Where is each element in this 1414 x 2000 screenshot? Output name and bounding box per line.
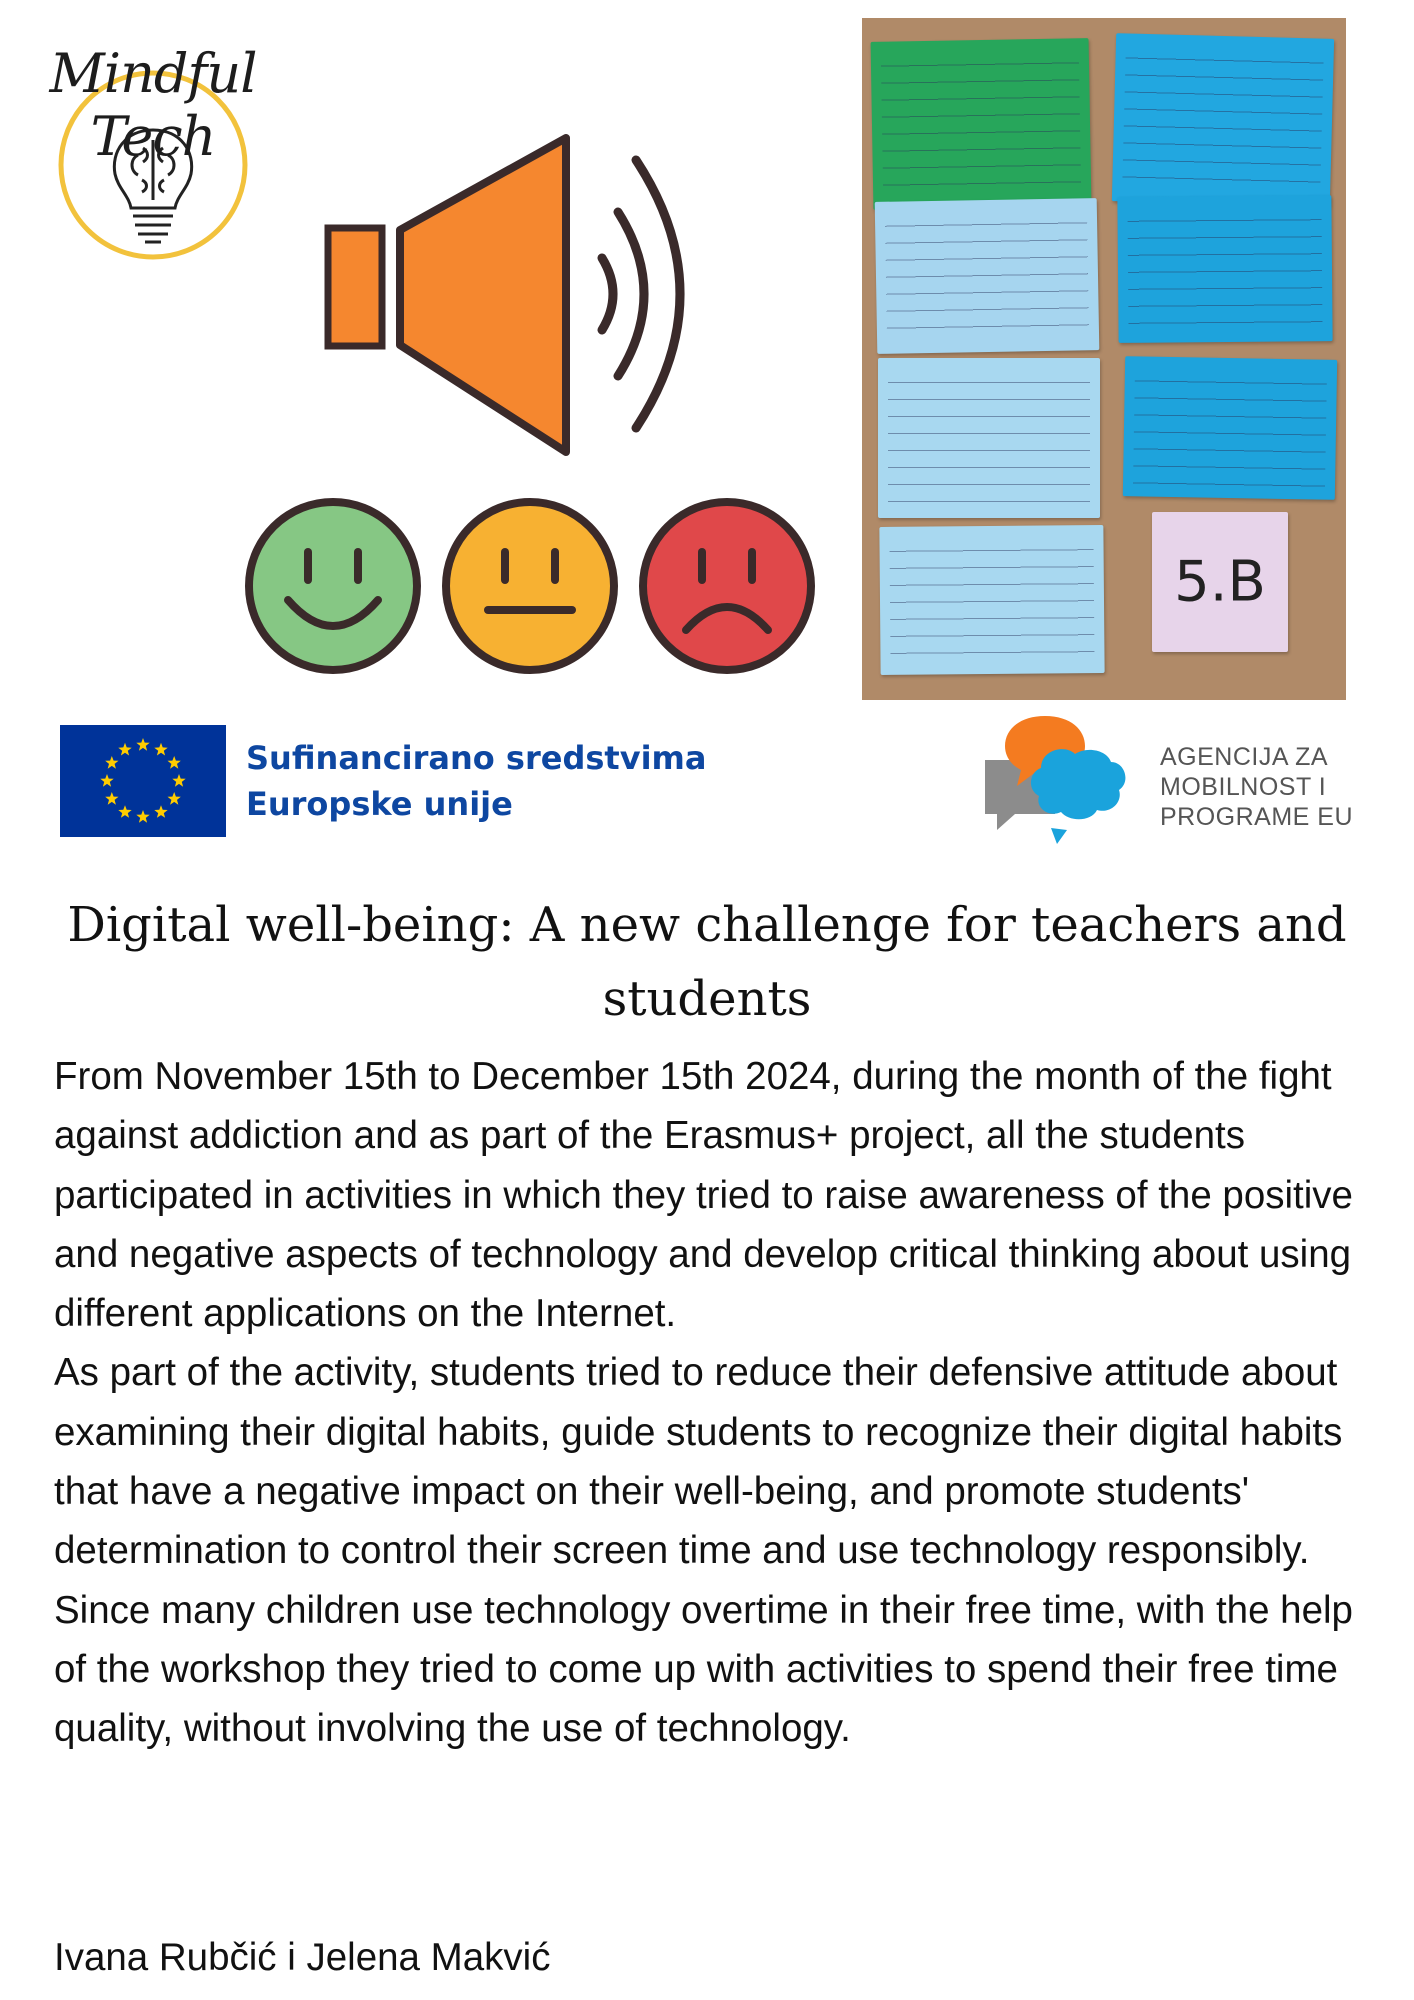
mood-faces bbox=[240, 490, 820, 690]
speaker-volume-icon bbox=[320, 130, 740, 460]
note-blue bbox=[1123, 356, 1337, 500]
note-blue bbox=[1117, 195, 1332, 343]
article-body bbox=[54, 1047, 1374, 1759]
eu-star-icon bbox=[118, 805, 131, 818]
agency-line2: MOBILNOST I bbox=[1160, 773, 1327, 801]
paragraph-2: As part of the activity, students tried to reduce their defensive attitude about examining their digital habits, guide students to recognize their digital habits that have a negative impact on their well-being, and promote students' determination to control their screen time and use technology responsibly. bbox=[54, 1351, 1343, 1573]
eu-funding-line2: Europske unije bbox=[246, 785, 513, 823]
paragraph-3: Since many children use technology overtime in their free time, with the help of the workshop they tried to come up with activities to spend their free time quality, without involving the use of technology. bbox=[54, 1588, 1353, 1751]
note-pink bbox=[1152, 512, 1288, 652]
eu-star-icon bbox=[154, 805, 167, 818]
happy-face-icon bbox=[249, 502, 417, 670]
note-lightblue bbox=[879, 525, 1104, 675]
paragraph-1: From November 15th to December 15th 2024, during the month of the fight against addiction and as part of the Erasmus+ project, all the students participated in activities in which they tried to raise awareness of the positive and negative aspects of technology and develop critical thinking about using different applications on the Internet. bbox=[54, 1055, 1353, 1336]
eu-star-icon bbox=[105, 756, 118, 769]
class-label: 5.B bbox=[1174, 549, 1266, 615]
eu-star-icon bbox=[154, 743, 167, 756]
note-blue bbox=[1112, 33, 1334, 207]
eu-star-icon bbox=[168, 792, 181, 805]
eu-star-icon bbox=[118, 743, 131, 756]
eu-star-icon bbox=[168, 756, 181, 769]
authors: Ivana Rubčić i Jelena Makvić bbox=[54, 1936, 551, 1979]
note-lightblue bbox=[878, 358, 1100, 518]
agency-logo-icon bbox=[975, 710, 1155, 850]
eu-flag bbox=[60, 725, 226, 837]
agency-line1: AGENCIJA ZA bbox=[1160, 743, 1329, 771]
agency-line3: PROGRAME EU bbox=[1160, 803, 1354, 831]
notes-photo bbox=[862, 18, 1346, 700]
neutral-face-icon bbox=[446, 502, 614, 670]
eu-star-icon bbox=[100, 774, 113, 787]
mindful-tech-logo bbox=[18, 30, 288, 270]
eu-star-icon bbox=[105, 792, 118, 805]
note-green bbox=[871, 38, 1092, 210]
note-lightblue bbox=[875, 198, 1100, 354]
eu-star-icon bbox=[136, 738, 149, 751]
eu-star-icon bbox=[136, 810, 149, 823]
eu-funding-text bbox=[246, 735, 706, 827]
eu-star-icon bbox=[172, 774, 185, 787]
logo-text: Mindful Tech bbox=[49, 42, 257, 168]
article-title: Digital well-being: A new challenge for teachers and students bbox=[67, 897, 1347, 1027]
eu-funding-line1: Sufinancirano sredstvima bbox=[246, 739, 707, 777]
agency-text bbox=[1160, 742, 1353, 832]
sad-face-icon bbox=[643, 502, 811, 670]
